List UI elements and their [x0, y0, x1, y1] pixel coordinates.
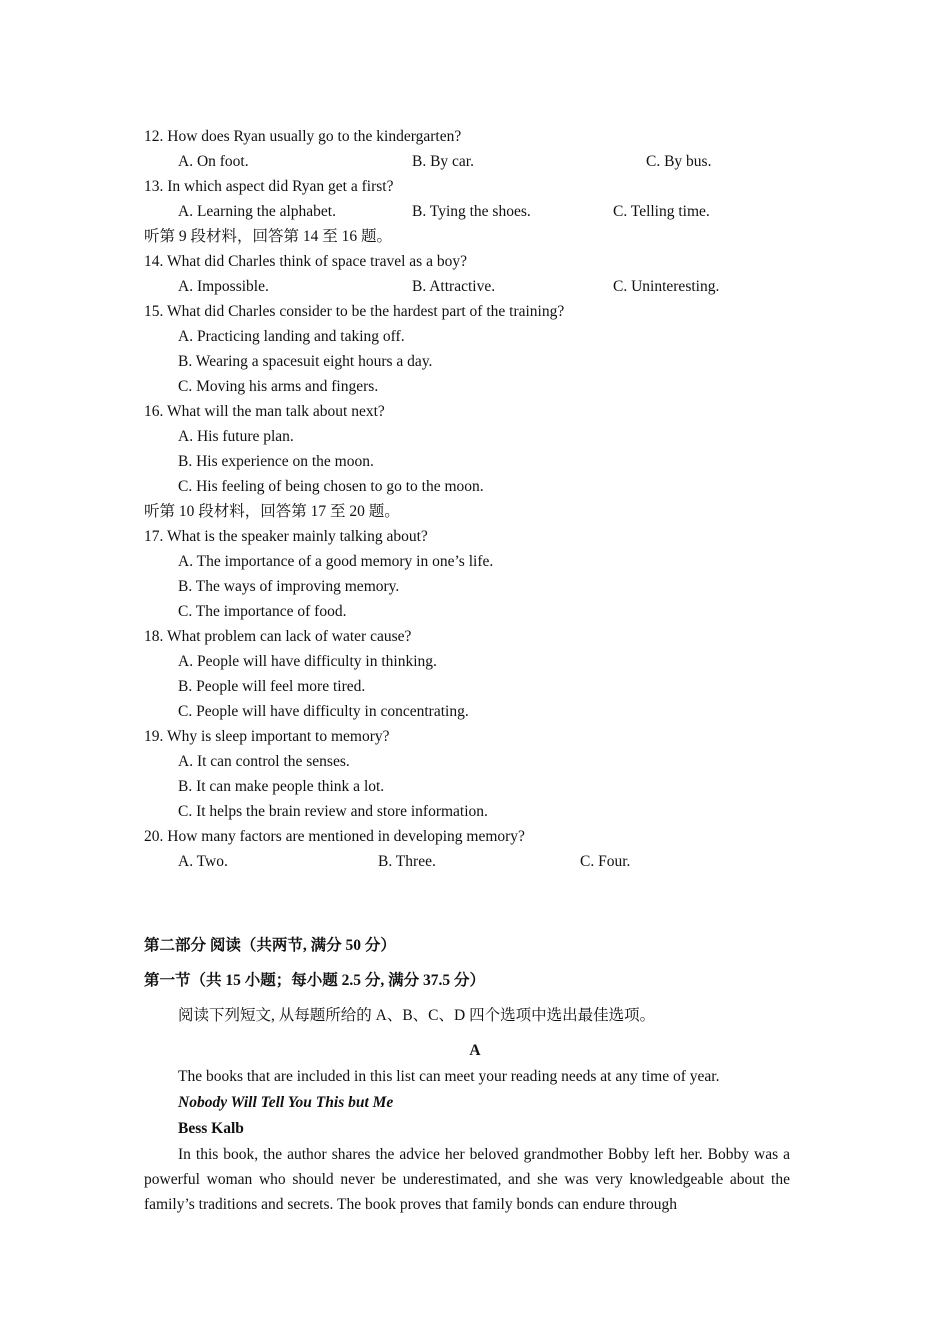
question-18-option-a: A. People will have difficulty in thinking.: [178, 653, 437, 670]
question-12-option-c: C. By bus.: [646, 153, 712, 170]
question-18-stem: 18. What problem can lack of water cause?: [144, 628, 412, 645]
question-13-stem: 13. In which aspect did Ryan get a first?: [144, 178, 394, 195]
book-description: In this book, the author shares the advice her beloved grandmother Bobby left her. Bobby was a powerful woman who should never be underestimated, and she was very knowledgeable about the family’s traditions and secrets. The book proves that family bonds can endure through: [144, 1146, 790, 1213]
question-16-stem: 16. What will the man talk about next?: [144, 403, 385, 420]
book-author: Bess Kalb: [178, 1120, 244, 1137]
question-16-option-b: B. His experience on the moon.: [178, 453, 374, 470]
question-20-option-c: C. Four.: [580, 853, 631, 870]
reading-section-title: 第一节（共 15 小题；每小题 2.5 分, 满分 37.5 分）: [144, 972, 486, 989]
reading-instruction: 阅读下列短文, 从每题所给的 A、B、C、D 四个选项中选出最佳选项。: [178, 1007, 656, 1024]
question-17-option-c: C. The importance of food.: [178, 603, 347, 620]
question-14-option-c: C. Uninteresting.: [613, 278, 720, 295]
question-12-option-a: A. On foot.: [178, 153, 249, 170]
question-17-option-a: A. The importance of a good memory in one’s life.: [178, 553, 494, 570]
question-14-stem: 14. What did Charles think of space travel as a boy?: [144, 253, 467, 270]
question-15-option-c: C. Moving his arms and fingers.: [178, 378, 379, 395]
question-15-option-a: A. Practicing landing and taking off.: [178, 328, 405, 345]
reading-part-title: 第二部分 阅读（共两节, 满分 50 分）: [144, 937, 396, 954]
question-14-option-b: B. Attractive.: [412, 278, 496, 295]
section-9-instruction: 听第 9 段材料，回答第 14 至 16 题。: [144, 228, 393, 245]
question-16-option-c: C. His feeling of being chosen to go to the moon.: [178, 478, 484, 495]
section-10-instruction: 听第 10 段材料，回答第 17 至 20 题。: [144, 503, 400, 520]
question-20-option-b: B. Three.: [378, 853, 436, 870]
question-19-option-c: C. It helps the brain review and store information.: [178, 803, 488, 820]
question-20-stem: 20. How many factors are mentioned in developing memory?: [144, 828, 525, 845]
passage-letter: A: [469, 1042, 481, 1059]
question-19-stem: 19. Why is sleep important to memory?: [144, 728, 390, 745]
question-12-option-b: B. By car.: [412, 153, 474, 170]
question-17-option-b: B. The ways of improving memory.: [178, 578, 400, 595]
question-14-option-a: A. Impossible.: [178, 278, 269, 295]
book-title: Nobody Will Tell You This but Me: [178, 1094, 394, 1111]
question-17-stem: 17. What is the speaker mainly talking about?: [144, 528, 428, 545]
question-13-option-c: C. Telling time.: [613, 203, 710, 220]
question-19-option-b: B. It can make people think a lot.: [178, 778, 385, 795]
question-18-option-c: C. People will have difficulty in concentrating.: [178, 703, 469, 720]
question-20-option-a: A. Two.: [178, 853, 228, 870]
question-15-stem: 15. What did Charles consider to be the hardest part of the training?: [144, 303, 565, 320]
question-16-option-a: A. His future plan.: [178, 428, 294, 445]
question-13-option-b: B. Tying the shoes.: [412, 203, 531, 220]
question-12-stem: 12. How does Ryan usually go to the kindergarten?: [144, 128, 462, 145]
question-19-option-a: A. It can control the senses.: [178, 753, 350, 770]
question-18-option-b: B. People will feel more tired.: [178, 678, 366, 695]
question-13-option-a: A. Learning the alphabet.: [178, 203, 336, 220]
passage-intro: The books that are included in this list can meet your reading needs at any time of year.: [178, 1068, 720, 1085]
question-15-option-b: B. Wearing a spacesuit eight hours a day.: [178, 353, 433, 370]
